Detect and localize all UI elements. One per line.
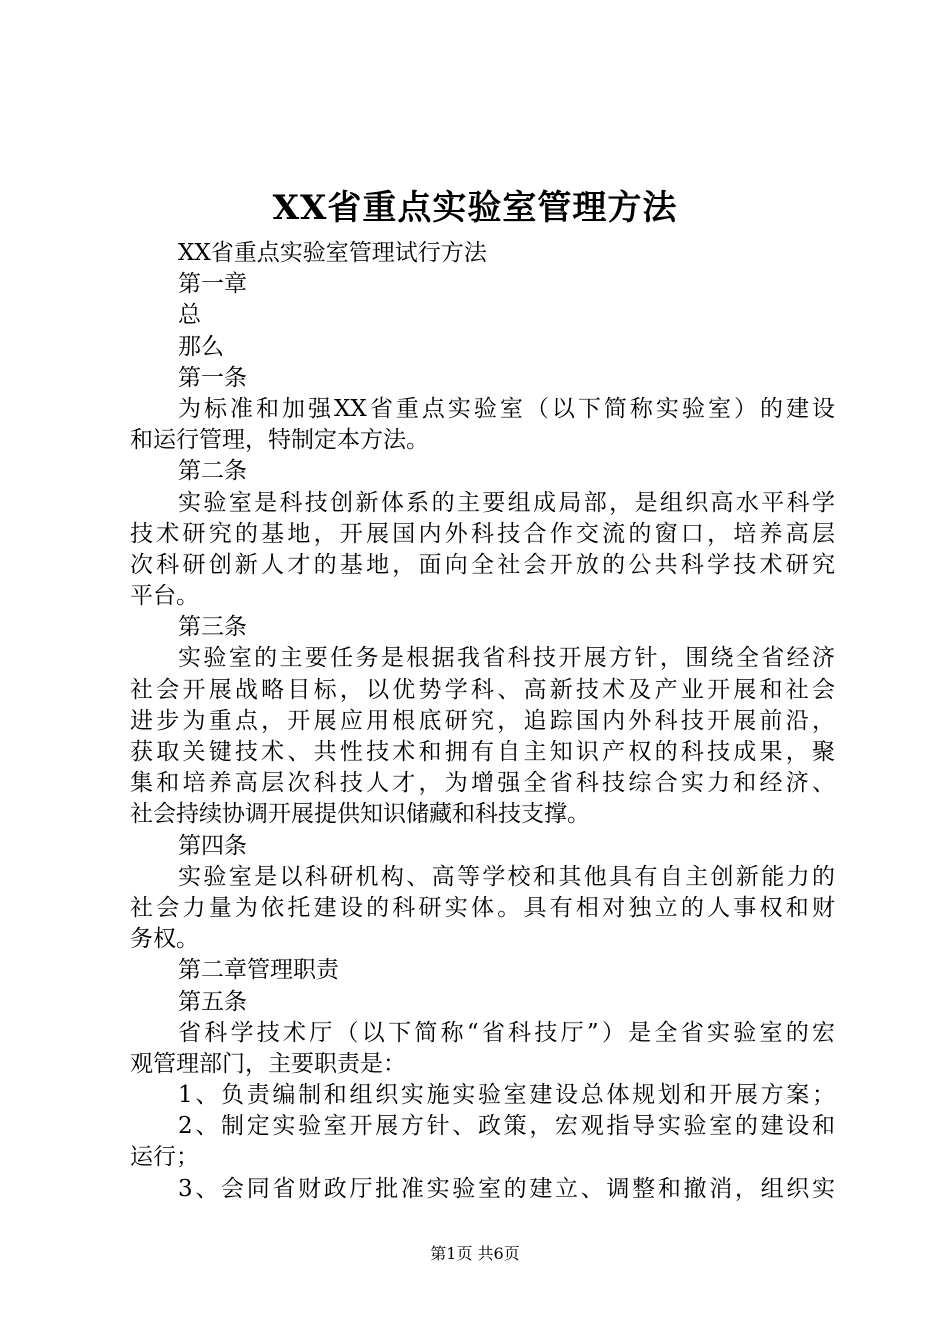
text-line: 和运行管理，特制定本方法。: [130, 427, 429, 454]
text-line: 社会开展战略目标，以优势学科、高新技术及产业开展和社会: [130, 676, 835, 703]
text-line: 第五条: [178, 988, 247, 1015]
text-line: 实验室是以科研机构、高等学校和其他具有自主创新能力的: [178, 863, 835, 890]
text-line: 集和培养高层次科技人才，为增强全省科技综合实力和经济、: [130, 770, 835, 797]
text-line: 次科研创新人才的基地，面向全社会开放的公共科学技术研究: [130, 551, 835, 578]
text-line: 总: [178, 302, 201, 329]
text-line: 第一章: [178, 271, 247, 298]
text-line: 第二条: [178, 458, 247, 485]
text-line: 2、制定实验室开展方针、政策，宏观指导实验室的建设和: [178, 1113, 835, 1140]
text-line: 获取关键技术、共性技术和拥有自主知识产权的科技成果，聚: [130, 739, 835, 765]
text-line: 第一条: [178, 364, 247, 391]
text-line: 3、会同省财政厅批准实验室的建立、调整和撤消，组织实: [178, 1175, 835, 1202]
text-line: 务权。: [130, 926, 199, 953]
text-line: 观管理部门，主要职责是：: [130, 1050, 406, 1077]
text-line: 第三条: [178, 614, 247, 641]
text-line: 实验室的主要任务是根据我省科技开展方针，围绕全省经济: [178, 645, 835, 672]
page-title: XX省重点实验室管理方法: [272, 188, 678, 228]
text-line: 1、负责编制和组织实施实验室建设总体规划和开展方案；: [178, 1082, 835, 1109]
text-line: 第四条: [178, 832, 247, 859]
text-line: XX省重点实验室管理试行方法: [178, 240, 487, 266]
text-line: 运行；: [130, 1144, 199, 1171]
page-footer: 第1页 共6页: [430, 1244, 520, 1263]
text-line: 第二章管理职责: [178, 957, 339, 984]
text-line: 平台。: [130, 583, 199, 610]
text-line: 为标准和加强XX省重点实验室（以下简称实验室）的建设: [178, 395, 835, 422]
document-body: [130, 238, 835, 1205]
text-line: 技术研究的基地，开展国内外科技合作交流的窗口，培养高层: [130, 520, 835, 547]
text-line: 社会持续协调开展提供知识储藏和科技支撑。: [130, 801, 590, 828]
text-line: 省科学技术厅（以下简称“省科技厅”）是全省实验室的宏: [178, 1019, 835, 1046]
text-line: 进步为重点，开展应用根底研究，追踪国内外科技开展前沿，: [130, 707, 835, 734]
text-line: 那么: [178, 333, 224, 360]
text-line: 实验室是科技创新体系的主要组成局部，是组织高水平科学: [178, 489, 835, 516]
text-line: 社会力量为依托建设的科研实体。具有相对独立的人事权和财: [130, 894, 835, 921]
